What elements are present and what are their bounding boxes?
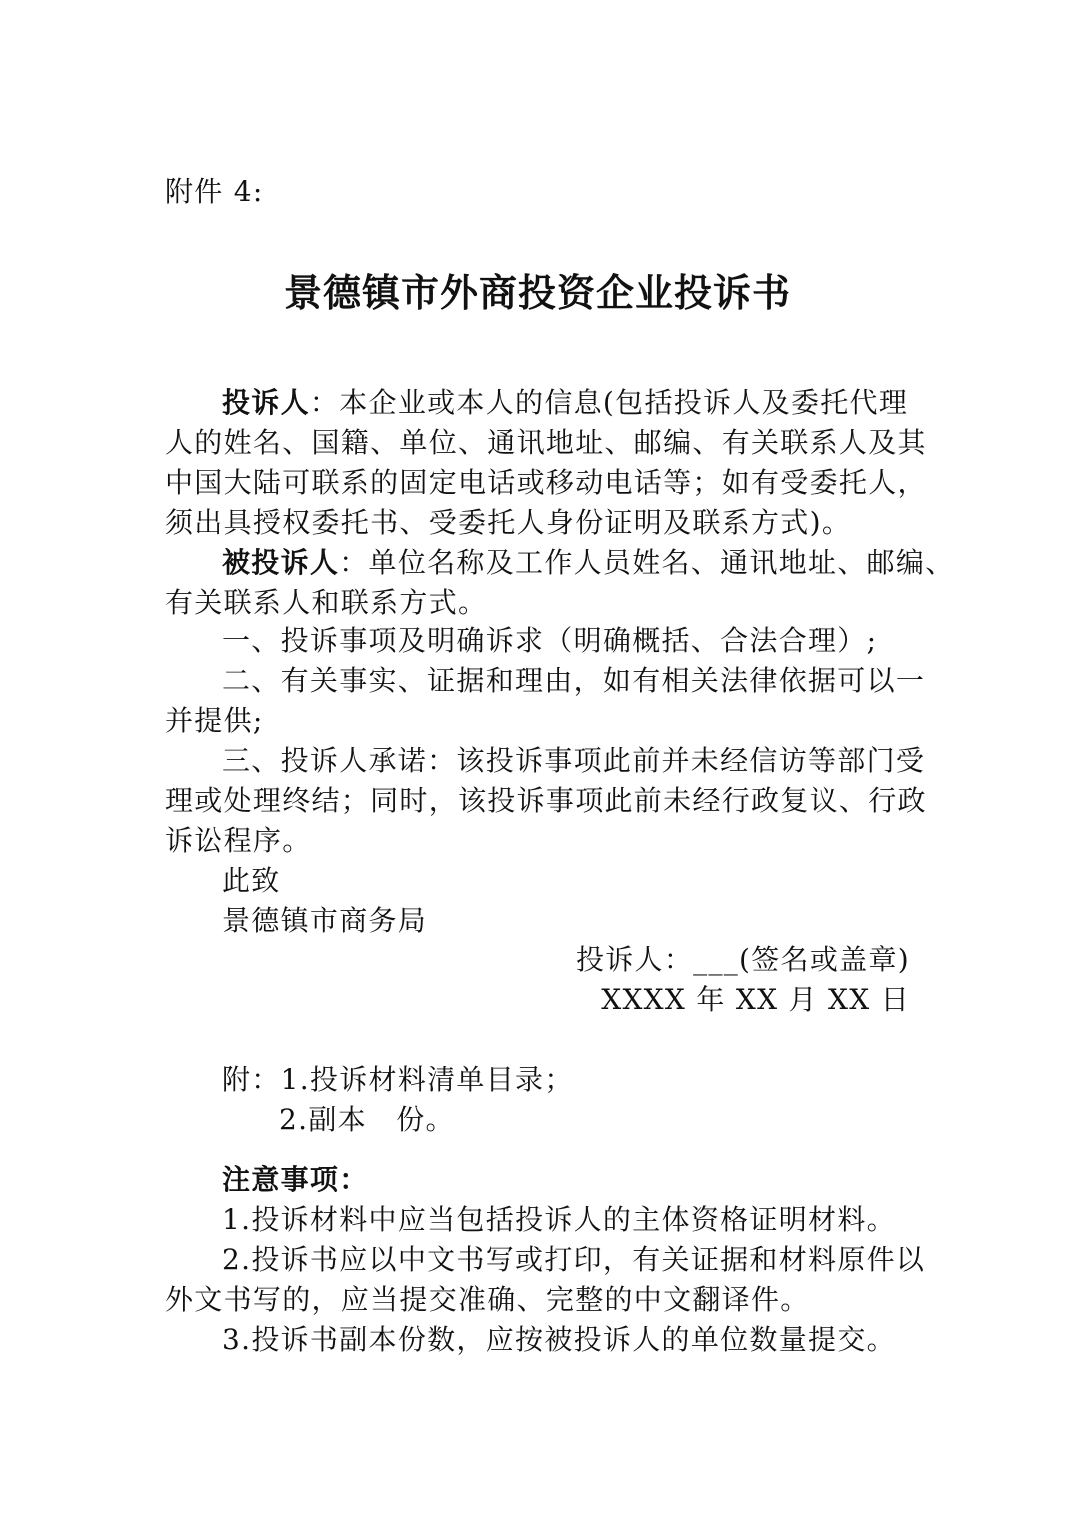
item-2-line-1: 二、有关事实、证据和理由，如有相关法律依据可以一 — [222, 664, 926, 697]
note-2-line-1: 2.投诉书应以中文书写或打印，有关证据和材料原件以 — [222, 1243, 926, 1276]
notes-heading: 注意事项： — [222, 1163, 369, 1196]
item-3-line-3: 诉讼程序。 — [165, 824, 312, 857]
signature-line: 投诉人：___(签名或盖章) — [575, 943, 910, 976]
complainant-line-3: 中国大陆可联系的固定电话或移动电话等；如有受委托人， — [165, 466, 927, 499]
complainant-text-1: 本企业或本人的信息(包括投诉人及委托代理 — [339, 386, 909, 419]
attachment-list-line-2: 2.副本 份。 — [279, 1103, 455, 1136]
document-title: 景德镇市外商投资企业投诉书 — [283, 270, 791, 315]
complainant-line-4: 须出具授权委托书、受委托人身份证明及联系方式)。 — [165, 506, 852, 539]
note-1: 1.投诉材料中应当包括投诉人的主体资格证明材料。 — [222, 1203, 896, 1236]
complainant-line-1 — [222, 383, 915, 423]
item-1: 一、投诉事项及明确诉求（明确概括、合法合理）; — [222, 624, 878, 657]
attachment-label: 附件 4: — [165, 175, 264, 208]
salutation: 此致 — [222, 864, 281, 897]
complainant-colon: ： — [309, 386, 340, 419]
respondent-text-1: 单位名称及工作人员姓名、通讯地址、邮编、 — [368, 546, 955, 579]
date-line: XXXX 年 XX 月 XX 日 — [601, 983, 910, 1016]
note-3: 3.投诉书副本份数，应按被投诉人的单位数量提交。 — [222, 1323, 896, 1356]
respondent-line-2: 有关联系人和联系方式。 — [165, 586, 488, 619]
note-2-line-2: 外文书写的，应当提交准确、完整的中文翻译件。 — [165, 1283, 810, 1316]
complainant-label: 投诉人 — [222, 386, 310, 419]
item-2-line-2: 并提供; — [165, 704, 264, 737]
item-3-line-2: 理或处理终结；同时，该投诉事项此前未经行政复议、行政 — [165, 784, 927, 817]
attachment-list-line-1: 附：1.投诉材料清单目录； — [222, 1063, 574, 1096]
recipient: 景德镇市商务局 — [222, 904, 428, 937]
respondent-colon: ： — [339, 546, 369, 579]
item-3-line-1: 三、投诉人承诺：该投诉事项此前并未经信访等部门受 — [222, 744, 926, 777]
complainant-line-2: 人的姓名、国籍、单位、通讯地址、邮编、有关联系人及其 — [165, 426, 927, 459]
respondent-line-1 — [222, 543, 955, 583]
respondent-label: 被投诉人 — [222, 546, 340, 579]
